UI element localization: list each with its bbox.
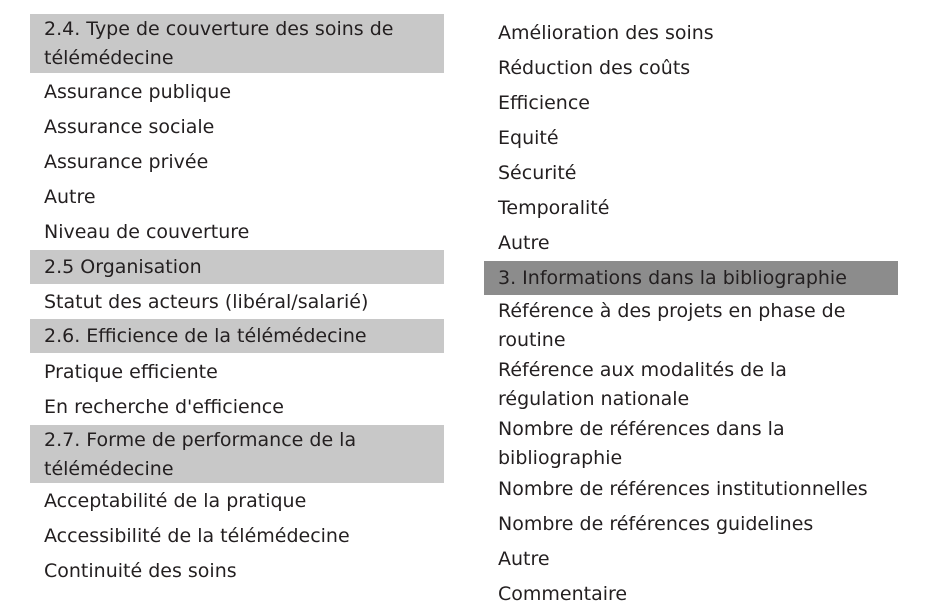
item-autre-2-4 bbox=[30, 183, 444, 212]
item-label: Sécurité bbox=[498, 162, 577, 184]
item-assurance-sociale bbox=[30, 113, 444, 142]
item-label: Efficience bbox=[498, 92, 590, 114]
item-label: Référence à des projets en phase de routine bbox=[498, 300, 846, 351]
item-continuite bbox=[30, 557, 444, 586]
item-label: Autre bbox=[498, 548, 550, 570]
item-assurance-publique bbox=[30, 78, 444, 107]
item-label: Commentaire bbox=[498, 583, 628, 605]
item-nombre-refs-guidelines bbox=[484, 510, 898, 539]
item-label: Continuité des soins bbox=[44, 560, 237, 582]
item-ref-projets bbox=[484, 297, 898, 355]
item-label: Accessibilité de la télémédecine bbox=[44, 525, 350, 547]
item-label: Temporalité bbox=[498, 197, 610, 219]
item-label: Equité bbox=[498, 127, 559, 149]
item-acceptabilite bbox=[30, 487, 444, 516]
item-label: Acceptabilité de la pratique bbox=[44, 490, 307, 512]
item-amelioration bbox=[484, 19, 898, 48]
item-commentaire bbox=[484, 580, 898, 609]
item-autre-2-7 bbox=[484, 229, 898, 258]
item-label: Nombre de références institutionnelles bbox=[498, 478, 868, 500]
section-2-7-header bbox=[30, 425, 444, 483]
item-securite bbox=[484, 159, 898, 188]
section-2-4-title: 2.4. Type de couverture des soins de télémédecine bbox=[44, 18, 394, 69]
item-autre-3 bbox=[484, 545, 898, 574]
item-efficience bbox=[484, 89, 898, 118]
item-label: Réduction des coûts bbox=[498, 57, 691, 79]
item-label: En recherche d'efficience bbox=[44, 396, 284, 418]
item-temporalite bbox=[484, 194, 898, 223]
item-nombre-refs-inst bbox=[484, 475, 898, 504]
item-en-recherche bbox=[30, 393, 444, 422]
item-label: Assurance privée bbox=[44, 151, 209, 173]
item-label: Autre bbox=[498, 232, 550, 254]
section-3-title: 3. Informations dans la bibliographie bbox=[498, 267, 847, 289]
item-pratique-efficiente bbox=[30, 358, 444, 387]
section-3-header bbox=[484, 261, 898, 295]
section-2-6-title: 2.6. Efficience de la télémédecine bbox=[44, 325, 367, 347]
item-assurance-privee bbox=[30, 148, 444, 177]
item-nombre-refs bbox=[484, 415, 898, 473]
item-ref-modalites bbox=[484, 356, 898, 414]
item-accessibilite bbox=[30, 522, 444, 551]
item-label: Nombre de références dans la bibliographie bbox=[498, 418, 785, 469]
section-2-7-title: 2.7. Forme de performance de la télémédecine bbox=[44, 429, 357, 480]
item-label: Amélioration des soins bbox=[498, 22, 714, 44]
section-2-6-header bbox=[30, 319, 444, 353]
item-label: Pratique efficiente bbox=[44, 361, 218, 383]
item-label: Niveau de couverture bbox=[44, 221, 250, 243]
item-niveau-couverture bbox=[30, 218, 444, 247]
item-label: Statut des acteurs (libéral/salarié) bbox=[44, 291, 369, 313]
item-label: Référence aux modalités de la régulation nationale bbox=[498, 359, 787, 410]
item-label: Autre bbox=[44, 186, 96, 208]
section-2-5-header bbox=[30, 250, 444, 284]
section-2-4-header bbox=[30, 14, 444, 73]
item-equite bbox=[484, 124, 898, 153]
section-2-5-title: 2.5 Organisation bbox=[44, 256, 202, 278]
item-label: Assurance sociale bbox=[44, 116, 215, 138]
item-statut-acteurs bbox=[30, 288, 444, 317]
item-reduction bbox=[484, 54, 898, 83]
item-label: Nombre de références guidelines bbox=[498, 513, 814, 535]
item-label: Assurance publique bbox=[44, 81, 232, 103]
